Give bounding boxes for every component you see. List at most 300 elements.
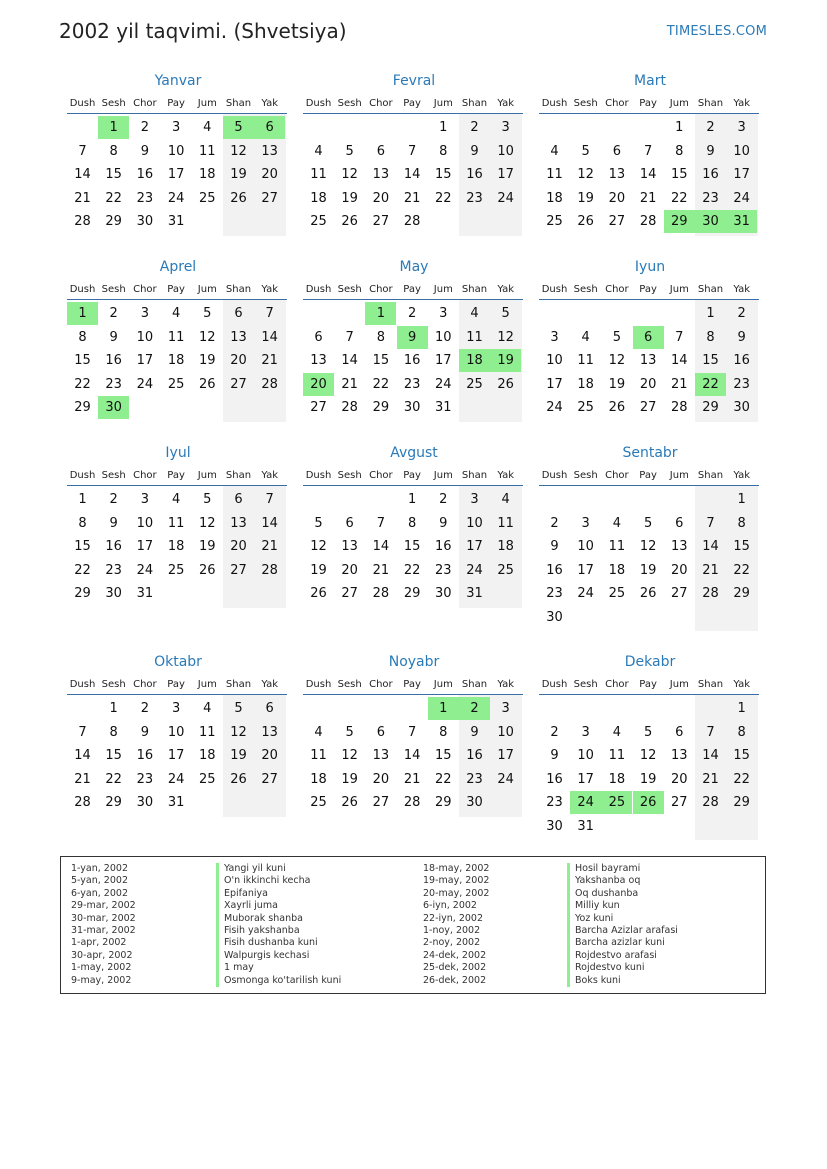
day-cell: 4 bbox=[581, 329, 590, 345]
day-cell: 2 bbox=[140, 120, 150, 135]
day-cell: 26 bbox=[199, 562, 216, 578]
day-cell: 17 bbox=[167, 748, 185, 763]
day-cell: 19 bbox=[230, 748, 247, 763]
month-name: Noyabr bbox=[388, 654, 440, 670]
day-cell: 29 bbox=[372, 400, 390, 415]
day-cell: 2 bbox=[706, 120, 715, 135]
weekday-header: Dush bbox=[69, 284, 96, 295]
weekday-header: Dush bbox=[541, 679, 568, 690]
holiday-day-cell: 29 bbox=[664, 210, 695, 233]
day-cell: 6 bbox=[675, 515, 684, 531]
weekday-header: Yak bbox=[733, 679, 751, 690]
day-cell: 1 bbox=[109, 701, 118, 716]
weekday-header: Sesh bbox=[101, 470, 126, 481]
day-cell: 3 bbox=[737, 120, 746, 135]
day-cell: 21 bbox=[403, 771, 421, 787]
day-cell: 10 bbox=[466, 515, 483, 531]
day-cell: 23 bbox=[105, 562, 122, 578]
day-cell: 31 bbox=[466, 586, 483, 601]
weekday-header: Dush bbox=[305, 98, 332, 109]
legend-date: 29-mar, 2002 bbox=[71, 900, 136, 912]
day-cell: 18 bbox=[199, 748, 216, 763]
day-cell: 13 bbox=[261, 724, 278, 740]
day-cell: 3 bbox=[171, 701, 181, 716]
legend-date: 30-apr, 2002 bbox=[71, 949, 133, 961]
holiday-day-cell: 2 bbox=[459, 697, 490, 720]
weekday-header: Sesh bbox=[337, 679, 362, 690]
holiday-day-cell: 1 bbox=[428, 697, 459, 720]
day-cell: 14 bbox=[403, 748, 421, 763]
day-cell: 20 bbox=[639, 376, 657, 392]
day-cell: 26 bbox=[577, 214, 594, 229]
day-cell: 29 bbox=[105, 795, 122, 810]
day-cell: 23 bbox=[702, 190, 719, 206]
day-cell: 2 bbox=[109, 492, 118, 507]
day-cell: 9 bbox=[109, 515, 118, 531]
month-name: Oktabr bbox=[154, 654, 202, 670]
day-cell: 16 bbox=[466, 167, 483, 182]
weekday-header: Shan bbox=[461, 98, 488, 109]
day-cell: 23 bbox=[136, 190, 154, 206]
day-cell: 27 bbox=[261, 771, 278, 787]
day-cell: 28 bbox=[261, 376, 278, 392]
day-cell: 21 bbox=[74, 771, 91, 787]
weekday-header: Shan bbox=[697, 98, 724, 109]
day-cell: 24 bbox=[466, 562, 483, 578]
day-cell: 21 bbox=[372, 562, 390, 578]
holiday-day-cell: 31 bbox=[726, 210, 757, 233]
day-cell: 18 bbox=[546, 190, 563, 206]
day-cell: 10 bbox=[577, 748, 594, 763]
day-cell: 28 bbox=[74, 795, 91, 810]
day-cell: 18 bbox=[310, 190, 327, 206]
day-cell: 31 bbox=[435, 400, 452, 415]
day-cell: 30 bbox=[403, 400, 421, 415]
day-cell: 25 bbox=[310, 214, 327, 229]
day-cell: 31 bbox=[167, 214, 185, 229]
holiday-day-cell: 22 bbox=[695, 373, 726, 396]
day-cell: 11 bbox=[497, 515, 514, 531]
day-cell: 7 bbox=[265, 306, 274, 321]
day-cell: 6 bbox=[612, 143, 622, 159]
day-cell: 14 bbox=[639, 167, 657, 182]
day-cell: 14 bbox=[702, 748, 719, 763]
day-cell: 8 bbox=[407, 515, 417, 531]
day-cell: 2 bbox=[439, 492, 448, 507]
weekday-header: Shan bbox=[697, 284, 724, 295]
weekday-header: Chor bbox=[605, 98, 629, 109]
day-cell: 2 bbox=[470, 120, 479, 135]
day-cell: 26 bbox=[341, 795, 358, 810]
day-cell: 4 bbox=[171, 306, 181, 321]
legend-dates-col-1 bbox=[71, 863, 136, 987]
day-cell: 14 bbox=[74, 748, 91, 763]
day-cell: 23 bbox=[546, 795, 563, 810]
day-cell: 4 bbox=[314, 143, 323, 159]
day-cell: 24 bbox=[167, 771, 185, 787]
day-cell: 22 bbox=[733, 771, 750, 787]
legend-holiday-name: Rojdestvo arafasi bbox=[567, 950, 678, 962]
weekday-header: Dush bbox=[305, 284, 332, 295]
day-cell: 4 bbox=[171, 492, 181, 507]
day-cell: 15 bbox=[671, 167, 688, 182]
day-cell: 16 bbox=[702, 167, 719, 182]
weekday-header: Shan bbox=[461, 470, 488, 481]
weekday-header: Dush bbox=[69, 679, 96, 690]
day-cell: 10 bbox=[167, 143, 185, 159]
day-cell: 4 bbox=[470, 306, 479, 321]
day-cell: 27 bbox=[608, 214, 626, 229]
day-cell: 20 bbox=[261, 167, 278, 182]
day-cell: 26 bbox=[639, 586, 657, 601]
day-cell: 6 bbox=[265, 701, 274, 716]
day-cell: 29 bbox=[74, 400, 91, 415]
weekday-header: Yak bbox=[261, 679, 279, 690]
day-cell: 19 bbox=[230, 167, 247, 182]
day-cell: 18 bbox=[167, 539, 185, 554]
weekday-header: Jum bbox=[669, 470, 689, 481]
legend-names-col-1 bbox=[216, 863, 341, 987]
day-cell: 30 bbox=[136, 214, 154, 229]
weekday-header: Jum bbox=[433, 470, 453, 481]
holiday-day-cell: 30 bbox=[98, 396, 129, 419]
day-cell: 29 bbox=[733, 795, 750, 810]
weekday-header: Chor bbox=[133, 679, 157, 690]
day-cell: 13 bbox=[671, 539, 688, 554]
day-cell: 3 bbox=[140, 492, 150, 507]
month-name: Sentabr bbox=[622, 445, 678, 461]
day-cell: 28 bbox=[372, 586, 390, 601]
day-cell: 17 bbox=[733, 167, 750, 182]
day-cell: 8 bbox=[109, 143, 118, 159]
day-cell: 5 bbox=[234, 701, 243, 716]
day-cell: 25 bbox=[199, 771, 216, 787]
weekday-header: Chor bbox=[133, 470, 157, 481]
holiday-day-cell: 6 bbox=[254, 116, 285, 139]
day-cell: 24 bbox=[435, 376, 452, 392]
day-cell: 28 bbox=[639, 214, 657, 229]
day-cell: 23 bbox=[435, 562, 452, 578]
day-cell: 27 bbox=[341, 586, 358, 601]
day-cell: 28 bbox=[403, 795, 421, 810]
day-cell: 30 bbox=[733, 400, 750, 415]
day-cell: 28 bbox=[702, 795, 719, 810]
weekday-header: Sesh bbox=[101, 284, 126, 295]
month-name: Iyul bbox=[165, 445, 191, 461]
day-cell: 7 bbox=[675, 329, 684, 345]
day-cell: 12 bbox=[199, 515, 216, 531]
day-cell: 12 bbox=[497, 329, 514, 345]
day-cell: 24 bbox=[167, 190, 185, 206]
day-cell: 16 bbox=[105, 539, 122, 554]
month-name: Fevral bbox=[392, 73, 436, 89]
weekday-header: Pay bbox=[639, 679, 657, 690]
day-cell: 17 bbox=[167, 167, 185, 182]
day-cell: 9 bbox=[470, 724, 479, 740]
legend-date: 1-apr, 2002 bbox=[71, 937, 127, 949]
day-cell: 19 bbox=[608, 376, 626, 392]
weekday-header: Jum bbox=[197, 284, 217, 295]
day-cell: 16 bbox=[546, 562, 563, 578]
day-cell: 15 bbox=[403, 539, 421, 554]
legend-date: 24-dek, 2002 bbox=[423, 949, 487, 961]
day-cell: 4 bbox=[612, 515, 622, 531]
weekday-header: Chor bbox=[369, 284, 393, 295]
legend-date: 1-noy, 2002 bbox=[423, 924, 481, 936]
weekday-header: Yak bbox=[497, 284, 515, 295]
day-cell: 24 bbox=[497, 190, 514, 206]
day-cell: 21 bbox=[341, 376, 358, 392]
weekday-header: Yak bbox=[497, 470, 515, 481]
day-cell: 20 bbox=[372, 771, 390, 787]
month-name: Mart bbox=[634, 73, 666, 89]
day-cell: 14 bbox=[403, 167, 421, 182]
day-cell: 18 bbox=[608, 562, 626, 578]
holiday-day-cell: 9 bbox=[397, 326, 428, 349]
day-cell: 26 bbox=[310, 586, 327, 601]
day-cell: 4 bbox=[203, 120, 212, 135]
holiday-day-cell: 20 bbox=[303, 373, 334, 396]
day-cell: 18 bbox=[167, 353, 185, 368]
weekday-header: Dush bbox=[541, 98, 568, 109]
day-cell: 6 bbox=[314, 329, 323, 345]
day-cell: 12 bbox=[230, 143, 247, 159]
day-cell: 19 bbox=[341, 771, 358, 787]
day-cell: 14 bbox=[261, 329, 278, 345]
site-link[interactable]: TIMESLES.COM bbox=[666, 24, 767, 39]
legend-holiday-name: Milliy kun bbox=[567, 900, 678, 912]
day-cell: 24 bbox=[733, 190, 750, 206]
day-cell: 14 bbox=[372, 539, 390, 554]
weekday-header: Chor bbox=[605, 470, 629, 481]
day-cell: 20 bbox=[671, 771, 688, 787]
day-cell: 9 bbox=[550, 748, 559, 763]
legend-holiday-name: 1 may bbox=[216, 962, 341, 974]
day-cell: 10 bbox=[546, 353, 563, 368]
day-cell: 8 bbox=[439, 724, 448, 740]
day-cell: 25 bbox=[608, 586, 626, 601]
day-cell: 6 bbox=[376, 724, 386, 740]
holiday-day-cell: 1 bbox=[365, 302, 396, 325]
day-cell: 19 bbox=[199, 539, 216, 554]
day-cell: 11 bbox=[199, 143, 216, 159]
weekday-header: Pay bbox=[167, 470, 185, 481]
day-cell: 20 bbox=[372, 190, 390, 206]
day-cell: 6 bbox=[675, 724, 684, 740]
day-cell: 12 bbox=[341, 748, 358, 763]
month-name: Dekabr bbox=[624, 654, 676, 670]
day-cell: 10 bbox=[497, 143, 514, 159]
day-cell: 25 bbox=[466, 376, 483, 392]
weekday-header: Sesh bbox=[573, 284, 598, 295]
weekday-header: Jum bbox=[197, 679, 217, 690]
day-cell: 7 bbox=[643, 143, 653, 159]
day-cell: 23 bbox=[466, 190, 483, 206]
day-cell: 13 bbox=[230, 515, 247, 531]
day-cell: 16 bbox=[733, 353, 750, 368]
day-cell: 17 bbox=[497, 748, 514, 763]
weekday-header: Jum bbox=[433, 679, 453, 690]
day-cell: 8 bbox=[706, 329, 715, 345]
day-cell: 3 bbox=[501, 120, 510, 135]
day-cell: 5 bbox=[612, 329, 622, 345]
page-title: 2002 yil taqvimi. (Shvetsiya) bbox=[59, 19, 347, 43]
day-cell: 13 bbox=[372, 167, 390, 182]
day-cell: 27 bbox=[639, 400, 657, 415]
legend-holiday-name: Rojdestvo kuni bbox=[567, 962, 678, 974]
holiday-day-cell: 5 bbox=[223, 116, 254, 139]
legend-holiday-name: Yoz kuni bbox=[567, 913, 678, 925]
day-cell: 12 bbox=[310, 539, 327, 554]
weekday-header: Sesh bbox=[337, 284, 362, 295]
legend-holiday-name: Fisih dushanba kuni bbox=[216, 937, 341, 949]
day-cell: 3 bbox=[501, 701, 510, 716]
day-cell: 20 bbox=[230, 353, 247, 368]
day-cell: 16 bbox=[466, 748, 483, 763]
weekday-header: Pay bbox=[639, 470, 657, 481]
day-cell: 13 bbox=[230, 329, 247, 345]
day-cell: 22 bbox=[435, 190, 452, 206]
legend-holiday-name: Yakshanba oq bbox=[567, 875, 678, 887]
day-cell: 4 bbox=[314, 724, 323, 740]
weekday-header: Shan bbox=[461, 284, 488, 295]
day-cell: 17 bbox=[136, 539, 154, 554]
day-cell: 12 bbox=[199, 329, 216, 345]
weekday-header: Pay bbox=[639, 284, 657, 295]
weekday-header: Dush bbox=[541, 470, 568, 481]
holiday-day-cell: 26 bbox=[633, 791, 664, 814]
legend-holiday-name: Osmonga ko'tarilish kuni bbox=[216, 975, 341, 987]
day-cell: 1 bbox=[706, 306, 715, 321]
month-name: May bbox=[399, 259, 429, 275]
weekday-header: Shan bbox=[697, 679, 724, 690]
day-cell: 3 bbox=[550, 329, 559, 345]
weekday-header: Dush bbox=[305, 679, 332, 690]
day-cell: 26 bbox=[199, 376, 216, 392]
month-name: Aprel bbox=[159, 259, 197, 275]
legend-holiday-name: Barcha azizlar kuni bbox=[567, 937, 678, 949]
day-cell: 13 bbox=[372, 748, 390, 763]
weekday-header: Yak bbox=[497, 679, 515, 690]
day-cell: 5 bbox=[643, 515, 653, 531]
holiday-day-cell: 25 bbox=[601, 791, 632, 814]
day-cell: 19 bbox=[639, 771, 657, 787]
day-cell: 2 bbox=[407, 306, 417, 321]
day-cell: 28 bbox=[671, 400, 688, 415]
weekday-header: Jum bbox=[197, 98, 217, 109]
day-cell: 2 bbox=[737, 306, 746, 321]
day-cell: 9 bbox=[737, 329, 746, 345]
day-cell: 30 bbox=[105, 586, 122, 601]
day-cell: 8 bbox=[737, 724, 746, 740]
day-cell: 23 bbox=[403, 376, 421, 392]
day-cell: 6 bbox=[345, 515, 354, 531]
day-cell: 18 bbox=[497, 539, 514, 554]
day-cell: 6 bbox=[234, 306, 243, 321]
day-cell: 13 bbox=[310, 353, 327, 368]
weekday-header: Pay bbox=[403, 98, 421, 109]
weekday-header: Sesh bbox=[573, 679, 598, 690]
holiday-day-cell: 6 bbox=[633, 326, 664, 349]
day-cell: 25 bbox=[310, 795, 327, 810]
day-cell: 16 bbox=[136, 748, 154, 763]
weekday-header: Dush bbox=[305, 470, 332, 481]
day-cell: 22 bbox=[671, 190, 688, 206]
legend-names-col-2 bbox=[567, 863, 678, 987]
day-cell: 15 bbox=[105, 748, 122, 763]
day-cell: 27 bbox=[671, 795, 688, 810]
day-cell: 27 bbox=[230, 562, 247, 578]
day-cell: 18 bbox=[608, 771, 626, 787]
day-cell: 29 bbox=[74, 586, 91, 601]
weekday-header: Shan bbox=[225, 284, 252, 295]
day-cell: 27 bbox=[230, 376, 247, 392]
day-cell: 10 bbox=[167, 724, 185, 740]
weekday-header: Pay bbox=[167, 284, 185, 295]
day-cell: 7 bbox=[706, 515, 715, 531]
day-cell: 17 bbox=[546, 376, 563, 392]
weekday-header: Yak bbox=[733, 470, 751, 481]
day-cell: 3 bbox=[581, 724, 590, 740]
day-cell: 15 bbox=[733, 539, 750, 554]
day-cell: 1 bbox=[439, 120, 448, 135]
day-cell: 22 bbox=[435, 771, 452, 787]
day-cell: 9 bbox=[706, 143, 715, 159]
day-cell: 29 bbox=[435, 795, 452, 810]
day-cell: 25 bbox=[497, 562, 514, 578]
weekday-header: Yak bbox=[261, 98, 279, 109]
weekday-header: Pay bbox=[167, 679, 185, 690]
legend-date: 18-may, 2002 bbox=[423, 863, 490, 874]
weekday-header: Shan bbox=[697, 470, 724, 481]
weekday-header: Yak bbox=[733, 284, 751, 295]
day-cell: 8 bbox=[78, 329, 87, 345]
day-cell: 9 bbox=[140, 143, 150, 159]
day-cell: 10 bbox=[435, 329, 452, 345]
legend-date: 31-mar, 2002 bbox=[71, 924, 136, 936]
day-cell: 20 bbox=[608, 190, 626, 206]
day-cell: 29 bbox=[403, 586, 421, 601]
day-cell: 28 bbox=[261, 562, 278, 578]
day-cell: 20 bbox=[230, 539, 247, 554]
weekday-header: Pay bbox=[639, 98, 657, 109]
day-cell: 10 bbox=[577, 539, 594, 554]
day-cell: 13 bbox=[341, 539, 358, 554]
legend-holiday-name: Hosil bayrami bbox=[567, 863, 678, 875]
day-cell: 23 bbox=[136, 771, 154, 787]
weekday-header: Pay bbox=[403, 679, 421, 690]
legend-date: 5-yan, 2002 bbox=[71, 875, 128, 887]
day-cell: 17 bbox=[577, 771, 594, 787]
day-cell: 14 bbox=[341, 353, 358, 368]
day-cell: 13 bbox=[608, 167, 626, 182]
legend-date: 30-mar, 2002 bbox=[71, 912, 136, 924]
day-cell: 16 bbox=[403, 353, 421, 368]
legend-holiday-name: Fisih yakshanba bbox=[216, 925, 341, 937]
day-cell: 10 bbox=[136, 515, 154, 531]
weekday-header: Dush bbox=[69, 98, 96, 109]
day-cell: 5 bbox=[314, 515, 323, 531]
day-cell: 18 bbox=[577, 376, 594, 392]
day-cell: 2 bbox=[140, 701, 150, 716]
weekday-header: Shan bbox=[225, 98, 252, 109]
day-cell: 16 bbox=[136, 167, 154, 182]
day-cell: 9 bbox=[109, 329, 118, 345]
day-cell: 25 bbox=[167, 376, 185, 392]
day-cell: 10 bbox=[136, 329, 154, 345]
day-cell: 21 bbox=[403, 190, 421, 206]
day-cell: 30 bbox=[546, 818, 563, 834]
